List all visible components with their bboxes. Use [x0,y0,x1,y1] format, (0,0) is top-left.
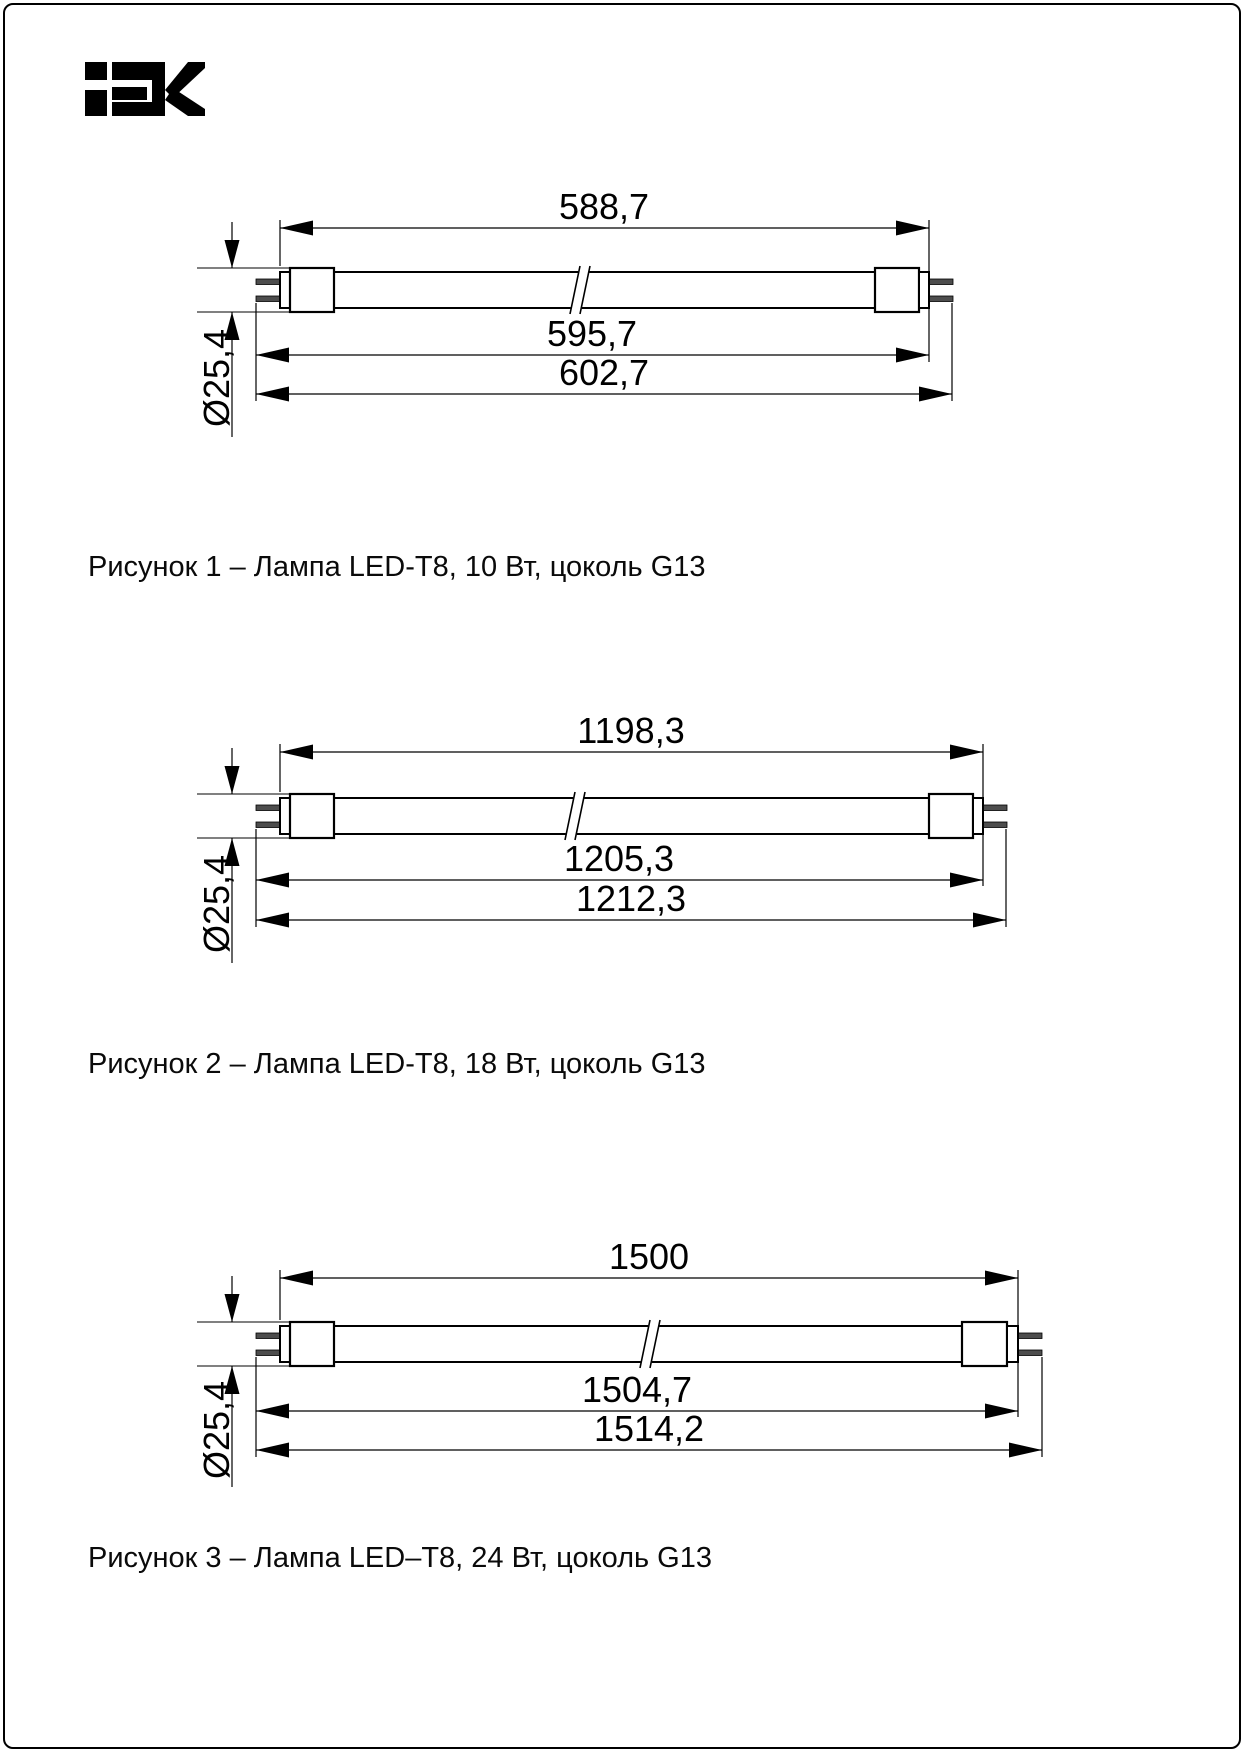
figure-2-caption: Рисунок 2 – Лампа LED-T8, 18 Вт, цоколь G13 [88,1048,706,1080]
dim-b-label: 595,7 [546,313,638,354]
pins-left [256,805,281,828]
diameter-label: Ø25,4 [196,1380,237,1480]
dim-c-label: 1514,2 [593,1408,705,1449]
diameter-dimension [196,222,292,437]
end-cap-left [280,268,334,312]
logo-letter-i [85,62,107,116]
figure-3-drawing [0,1230,1244,1510]
end-cap-left [280,1322,334,1366]
dim-a-label: 1500 [608,1236,690,1277]
figure-1-drawing [0,175,1244,455]
diameter-label: Ø25,4 [196,854,237,954]
lamp-2 [256,792,1007,840]
diameter-label: Ø25,4 [196,328,237,428]
dim-b-label: 1205,3 [563,838,675,879]
diameter-dimension [196,748,292,963]
lamp-tube [334,272,875,308]
iek-logo [85,62,205,116]
pins-right [929,279,953,302]
logo-letter-e [112,62,152,116]
dim-c-label: 602,7 [558,352,650,393]
end-cap-right [875,268,929,312]
pins-left [256,279,281,302]
diameter-dimension [196,1276,292,1487]
end-cap-left [280,794,334,838]
lamp-tube [334,798,929,834]
dim-a-label: 1198,3 [577,710,685,751]
lamp-3 [256,1320,1042,1368]
pins-right [1018,1333,1042,1356]
end-cap-right [929,794,983,838]
pins-left [256,1333,281,1356]
dim-a-label: 588,7 [558,186,650,227]
figure-1-caption: Рисунок 1 – Лампа LED-T8, 10 Вт, цоколь G13 [88,551,706,583]
figure-3-caption: Рисунок 3 – Лампа LED–T8, 24 Вт, цоколь G13 [88,1542,712,1574]
figure-2-drawing [0,700,1244,980]
dim-b-label: 1504,7 [581,1369,693,1410]
pins-right [983,805,1007,828]
logo-letter-k [152,62,205,116]
dim-c-label: 1212,3 [575,878,687,919]
lamp-1 [256,266,953,314]
end-cap-right [962,1322,1018,1366]
